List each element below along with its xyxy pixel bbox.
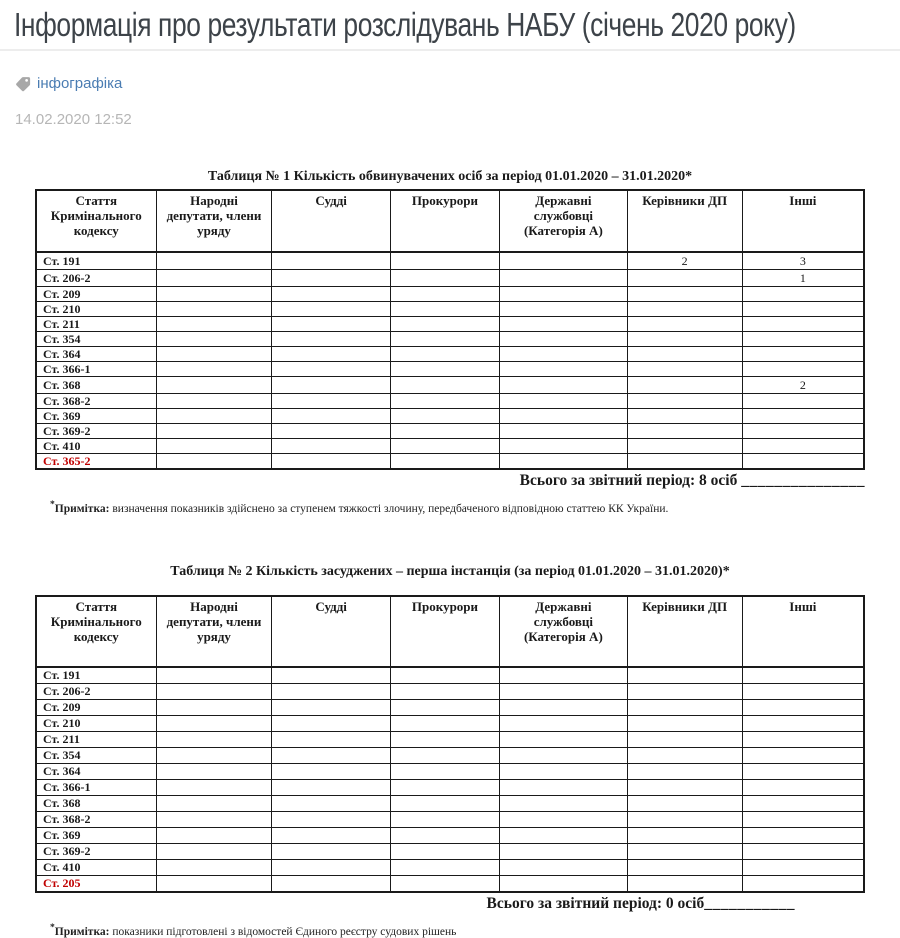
table-row xyxy=(36,252,864,270)
value-cell xyxy=(627,377,742,394)
value-cell: 2 xyxy=(742,377,864,394)
value-cell xyxy=(156,667,272,684)
tag-icon xyxy=(15,76,31,92)
article-cell: Ст. 368 xyxy=(36,377,156,394)
column-header: Стаття Кримінального кодексу xyxy=(36,190,156,252)
table-row xyxy=(36,347,864,362)
value-cell xyxy=(742,875,864,892)
table-1 xyxy=(35,189,865,470)
value-cell xyxy=(272,454,390,470)
table-2-total-text: Всього за звітний період: 0 осіб xyxy=(486,894,705,912)
value-cell xyxy=(390,699,499,715)
value-cell xyxy=(156,843,272,859)
value-cell xyxy=(627,875,742,892)
value-cell xyxy=(390,843,499,859)
value-cell xyxy=(390,667,499,684)
value-cell xyxy=(272,317,390,332)
value-cell xyxy=(156,454,272,470)
value-cell xyxy=(742,394,864,409)
value-cell xyxy=(500,347,628,362)
value-cell xyxy=(156,859,272,875)
article-cell: Ст. 191 xyxy=(36,667,156,684)
value-cell xyxy=(156,332,272,347)
table-1-section xyxy=(0,169,900,515)
value-cell xyxy=(272,795,390,811)
value-cell xyxy=(500,763,628,779)
value-cell: 3 xyxy=(742,252,864,270)
value-cell xyxy=(627,859,742,875)
value-cell xyxy=(627,763,742,779)
table-row xyxy=(36,779,864,795)
table-1-total xyxy=(35,472,865,490)
value-cell xyxy=(742,667,864,684)
value-cell xyxy=(272,731,390,747)
value-cell xyxy=(627,827,742,843)
value-cell xyxy=(272,332,390,347)
value-cell xyxy=(272,715,390,731)
table-row xyxy=(36,270,864,287)
table-1-footnote xyxy=(50,499,900,515)
table-row xyxy=(36,747,864,763)
value-cell xyxy=(272,875,390,892)
value-cell xyxy=(156,287,272,302)
article-cell: Ст. 364 xyxy=(36,347,156,362)
value-cell xyxy=(500,317,628,332)
article-cell: Ст. 369 xyxy=(36,409,156,424)
value-cell xyxy=(627,332,742,347)
value-cell xyxy=(500,439,628,454)
value-cell xyxy=(627,439,742,454)
value-cell xyxy=(500,779,628,795)
value-cell xyxy=(627,347,742,362)
page-header xyxy=(0,0,900,128)
article-cell: Ст. 369-2 xyxy=(36,843,156,859)
value-cell xyxy=(742,843,864,859)
table-2-total-blank: ___________ xyxy=(704,894,795,912)
article-cell: Ст. 191 xyxy=(36,252,156,270)
value-cell xyxy=(742,302,864,317)
table-2-footnote xyxy=(50,922,900,938)
value-cell xyxy=(742,795,864,811)
article-cell: Ст. 209 xyxy=(36,699,156,715)
value-cell xyxy=(156,377,272,394)
value-cell xyxy=(627,362,742,377)
page-title: Інформація про результати розслідувань НАБУ (січень 2020 року) xyxy=(14,6,796,43)
article-cell: Ст. 211 xyxy=(36,731,156,747)
column-header: Інші xyxy=(742,596,864,667)
column-header: Прокурори xyxy=(390,190,499,252)
value-cell xyxy=(627,731,742,747)
table-row xyxy=(36,454,864,470)
value-cell xyxy=(500,270,628,287)
table-1-header-row xyxy=(36,190,864,252)
value-cell xyxy=(156,394,272,409)
column-header: Народні депутати, члени уряду xyxy=(156,596,272,667)
value-cell xyxy=(390,779,499,795)
value-cell xyxy=(627,779,742,795)
article-cell: Ст. 368-2 xyxy=(36,394,156,409)
article-cell: Ст. 210 xyxy=(36,715,156,731)
tag-link[interactable]: інфографіка xyxy=(37,75,123,92)
value-cell xyxy=(627,394,742,409)
value-cell xyxy=(742,439,864,454)
value-cell xyxy=(272,252,390,270)
value-cell xyxy=(500,377,628,394)
value-cell xyxy=(156,362,272,377)
value-cell xyxy=(500,747,628,763)
value-cell xyxy=(390,377,499,394)
value-cell xyxy=(390,731,499,747)
value-cell xyxy=(742,424,864,439)
value-cell xyxy=(156,270,272,287)
footnote-text: показники підготовлені з відомостей Єдиного реєстру судових рішень xyxy=(109,925,457,938)
table-row xyxy=(36,827,864,843)
value-cell xyxy=(272,827,390,843)
column-header: Державні службовці (Категорія А) xyxy=(500,190,628,252)
table-1-total-text: Всього за звітний період: 8 осіб xyxy=(519,472,738,489)
value-cell xyxy=(500,409,628,424)
value-cell xyxy=(272,843,390,859)
article-cell: Ст. 369 xyxy=(36,827,156,843)
table-row xyxy=(36,811,864,827)
footnote-text: визначення показників здійснено за ступенем тяжкості злочину, передбаченого відповідною статтею КК України. xyxy=(109,502,669,515)
table-row xyxy=(36,859,864,875)
value-cell xyxy=(742,287,864,302)
value-cell xyxy=(390,763,499,779)
value-cell xyxy=(390,302,499,317)
article-cell: Ст. 209 xyxy=(36,287,156,302)
value-cell xyxy=(500,362,628,377)
value-cell xyxy=(627,795,742,811)
value-cell xyxy=(500,699,628,715)
table-1-title: Таблиця № 1 Кількість обвинувачених осіб за період 01.01.2020 – 31.01.2020* xyxy=(207,169,693,184)
value-cell xyxy=(390,347,499,362)
value-cell xyxy=(627,667,742,684)
value-cell xyxy=(156,731,272,747)
value-cell xyxy=(390,875,499,892)
value-cell xyxy=(272,859,390,875)
value-cell xyxy=(500,843,628,859)
table-row xyxy=(36,424,864,439)
value-cell xyxy=(390,287,499,302)
value-cell xyxy=(272,683,390,699)
value-cell xyxy=(156,827,272,843)
value-cell xyxy=(272,302,390,317)
column-header: Керівники ДП xyxy=(627,190,742,252)
value-cell xyxy=(390,683,499,699)
value-cell xyxy=(390,332,499,347)
value-cell xyxy=(500,795,628,811)
value-cell xyxy=(627,843,742,859)
table-row xyxy=(36,875,864,892)
table-row xyxy=(36,409,864,424)
value-cell xyxy=(272,699,390,715)
value-cell xyxy=(390,454,499,470)
value-cell xyxy=(390,424,499,439)
article-cell: Ст. 354 xyxy=(36,747,156,763)
value-cell xyxy=(156,252,272,270)
column-header: Прокурори xyxy=(390,596,499,667)
table-row xyxy=(36,439,864,454)
value-cell xyxy=(390,252,499,270)
value-cell xyxy=(742,859,864,875)
column-header: Інші xyxy=(742,190,864,252)
footnote-label: Примітка: xyxy=(54,502,110,515)
value-cell xyxy=(156,763,272,779)
value-cell xyxy=(742,332,864,347)
article-cell: Ст. 354 xyxy=(36,332,156,347)
table-row xyxy=(36,362,864,377)
article-cell: Ст. 210 xyxy=(36,302,156,317)
column-header: Судді xyxy=(272,596,390,667)
value-cell xyxy=(627,811,742,827)
value-cell xyxy=(390,811,499,827)
table-2-title: Таблиця № 2 Кількість засуджених – перша інстанція (за період 01.01.2020 – 31.01.2020)* xyxy=(170,563,730,579)
value-cell xyxy=(390,270,499,287)
value-cell xyxy=(500,332,628,347)
value-cell xyxy=(272,747,390,763)
article-cell: Ст. 410 xyxy=(36,859,156,875)
value-cell xyxy=(627,747,742,763)
value-cell xyxy=(500,827,628,843)
value-cell xyxy=(627,424,742,439)
value-cell: 2 xyxy=(627,252,742,270)
value-cell xyxy=(627,699,742,715)
value-cell xyxy=(156,699,272,715)
table-row xyxy=(36,699,864,715)
value-cell xyxy=(272,409,390,424)
value-cell xyxy=(627,317,742,332)
value-cell xyxy=(500,302,628,317)
article-cell: Ст. 410 xyxy=(36,439,156,454)
value-cell xyxy=(627,409,742,424)
value-cell xyxy=(742,715,864,731)
value-cell xyxy=(156,747,272,763)
value-cell xyxy=(272,377,390,394)
value-cell xyxy=(627,683,742,699)
value-cell xyxy=(156,317,272,332)
table-row xyxy=(36,667,864,684)
value-cell xyxy=(156,424,272,439)
table-row xyxy=(36,287,864,302)
value-cell xyxy=(627,270,742,287)
article-cell: Ст. 206-2 xyxy=(36,683,156,699)
value-cell xyxy=(272,424,390,439)
value-cell xyxy=(500,875,628,892)
column-header: Державні службовці (Категорія А) xyxy=(500,596,628,667)
value-cell xyxy=(390,439,499,454)
value-cell xyxy=(742,317,864,332)
value-cell xyxy=(500,252,628,270)
table-row xyxy=(36,715,864,731)
article-cell: Ст. 206-2 xyxy=(36,270,156,287)
value-cell xyxy=(272,667,390,684)
value-cell xyxy=(500,394,628,409)
value-cell xyxy=(272,347,390,362)
table-2 xyxy=(35,595,865,893)
value-cell xyxy=(742,699,864,715)
value-cell xyxy=(156,795,272,811)
article-cell: Ст. 369-2 xyxy=(36,424,156,439)
value-cell xyxy=(627,287,742,302)
article-cell: Ст. 205 xyxy=(36,875,156,892)
value-cell xyxy=(156,439,272,454)
value-cell xyxy=(500,859,628,875)
value-cell xyxy=(390,859,499,875)
value-cell xyxy=(742,683,864,699)
value-cell xyxy=(156,302,272,317)
value-cell xyxy=(272,394,390,409)
value-cell xyxy=(742,347,864,362)
table-row xyxy=(36,795,864,811)
table-2-total xyxy=(35,895,865,913)
value-cell xyxy=(272,811,390,827)
publish-timestamp: 14.02.2020 12:52 xyxy=(15,111,132,128)
value-cell xyxy=(156,347,272,362)
value-cell xyxy=(500,667,628,684)
value-cell xyxy=(390,747,499,763)
value-cell xyxy=(156,779,272,795)
value-cell xyxy=(156,875,272,892)
value-cell xyxy=(390,715,499,731)
table-row xyxy=(36,394,864,409)
title-divider xyxy=(0,49,900,51)
value-cell xyxy=(272,362,390,377)
value-cell xyxy=(156,683,272,699)
column-header: Стаття Кримінального кодексу xyxy=(36,596,156,667)
table-1-total-blank: _______________ xyxy=(741,472,865,489)
value-cell xyxy=(500,683,628,699)
value-cell xyxy=(742,763,864,779)
value-cell xyxy=(500,287,628,302)
value-cell xyxy=(500,424,628,439)
value-cell xyxy=(500,731,628,747)
value-cell xyxy=(390,795,499,811)
table-row xyxy=(36,843,864,859)
value-cell xyxy=(742,409,864,424)
value-cell xyxy=(742,747,864,763)
value-cell xyxy=(627,715,742,731)
value-cell xyxy=(390,409,499,424)
value-cell xyxy=(742,779,864,795)
value-cell xyxy=(500,715,628,731)
value-cell xyxy=(156,409,272,424)
table-2-section xyxy=(0,564,900,938)
value-cell xyxy=(390,362,499,377)
value-cell xyxy=(156,715,272,731)
value-cell xyxy=(742,454,864,470)
value-cell xyxy=(742,731,864,747)
table-row xyxy=(36,317,864,332)
table-row xyxy=(36,302,864,317)
value-cell xyxy=(500,811,628,827)
table-row xyxy=(36,332,864,347)
value-cell xyxy=(272,763,390,779)
article-cell: Ст. 368 xyxy=(36,795,156,811)
value-cell xyxy=(500,454,628,470)
article-cell: Ст. 366-1 xyxy=(36,362,156,377)
value-cell xyxy=(390,394,499,409)
table-2-header-row xyxy=(36,596,864,667)
value-cell xyxy=(742,811,864,827)
article-cell: Ст. 366-1 xyxy=(36,779,156,795)
footnote-asterisk: * xyxy=(50,921,55,933)
article-cell: Ст. 364 xyxy=(36,763,156,779)
value-cell xyxy=(272,287,390,302)
value-cell xyxy=(627,302,742,317)
column-header: Судді xyxy=(272,190,390,252)
value-cell xyxy=(272,439,390,454)
value-cell xyxy=(627,454,742,470)
value-cell xyxy=(742,827,864,843)
column-header: Керівники ДП xyxy=(627,596,742,667)
value-cell xyxy=(272,270,390,287)
footnote-asterisk: * xyxy=(50,499,55,510)
footnote-label: Примітка: xyxy=(54,925,110,938)
tag-row xyxy=(15,75,900,92)
value-cell xyxy=(390,827,499,843)
table-row xyxy=(36,763,864,779)
table-row xyxy=(36,377,864,394)
value-cell xyxy=(272,779,390,795)
article-cell: Ст. 211 xyxy=(36,317,156,332)
value-cell: 1 xyxy=(742,270,864,287)
article-cell: Ст. 365-2 xyxy=(36,454,156,470)
table-row xyxy=(36,731,864,747)
value-cell xyxy=(390,317,499,332)
column-header: Народні депутати, члени уряду xyxy=(156,190,272,252)
value-cell xyxy=(742,362,864,377)
table-row xyxy=(36,683,864,699)
value-cell xyxy=(156,811,272,827)
article-cell: Ст. 368-2 xyxy=(36,811,156,827)
